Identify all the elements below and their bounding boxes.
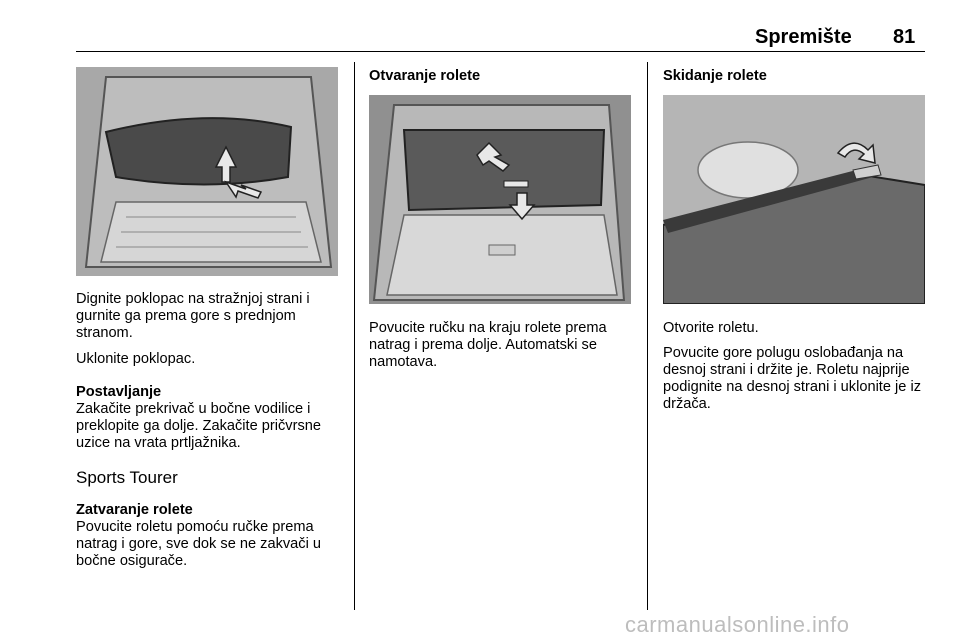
column-divider-2	[647, 62, 648, 610]
paragraph-lift-cover: Dignite poklopac na stražnjoj strani i gurnite ga prema gore s prednjom stranom.	[76, 291, 310, 341]
subheading-installation: Postavljanje	[76, 384, 162, 400]
column-divider-1	[354, 62, 355, 610]
column-1-text	[76, 291, 346, 570]
watermark: carmanualsonline.info	[625, 612, 850, 637]
paragraph-opening-blind: Povucite ručku na kraju rolete prema natrag i prema dolje. Automatski se namotava.	[369, 320, 607, 370]
page-number: 81	[893, 26, 916, 48]
paragraph-remove-cover: Uklonite poklopac.	[76, 351, 196, 367]
subheading-closing-blind: Zatvaranje rolete	[76, 502, 193, 518]
running-header-title: Spremište	[755, 26, 852, 48]
section-heading-sports-tourer: Sports Tourer	[76, 468, 178, 487]
paragraph-release-lever: Povucite gore polugu oslobađanja na desnoj strani i držite je. Roletu najprije podignite na desnoj strani i uklonite je iz držača.	[663, 345, 921, 412]
figure-trunk-cover-removal	[76, 67, 338, 276]
heading-removing-blind: Skidanje rolete	[663, 68, 767, 84]
figure-removing-blind	[663, 95, 925, 304]
header-rule	[76, 51, 925, 52]
paragraph-installation: Zakačite prekrivač u bočne vodilice i preklopite ga dolje. Zakačite pričvrsne uzice na vrata prtljažnika.	[76, 401, 321, 451]
heading-opening-blind: Otvaranje rolete	[369, 68, 481, 84]
figure-opening-blind	[369, 95, 631, 304]
column-2-text	[369, 320, 641, 371]
paragraph-closing-blind: Povucite roletu pomoću ručke prema natrag i gore, sve dok se ne zakvači u bočne osigurače.	[76, 519, 321, 569]
paragraph-open-blind: Otvorite roletu.	[663, 320, 759, 336]
column-3-text	[663, 320, 929, 413]
